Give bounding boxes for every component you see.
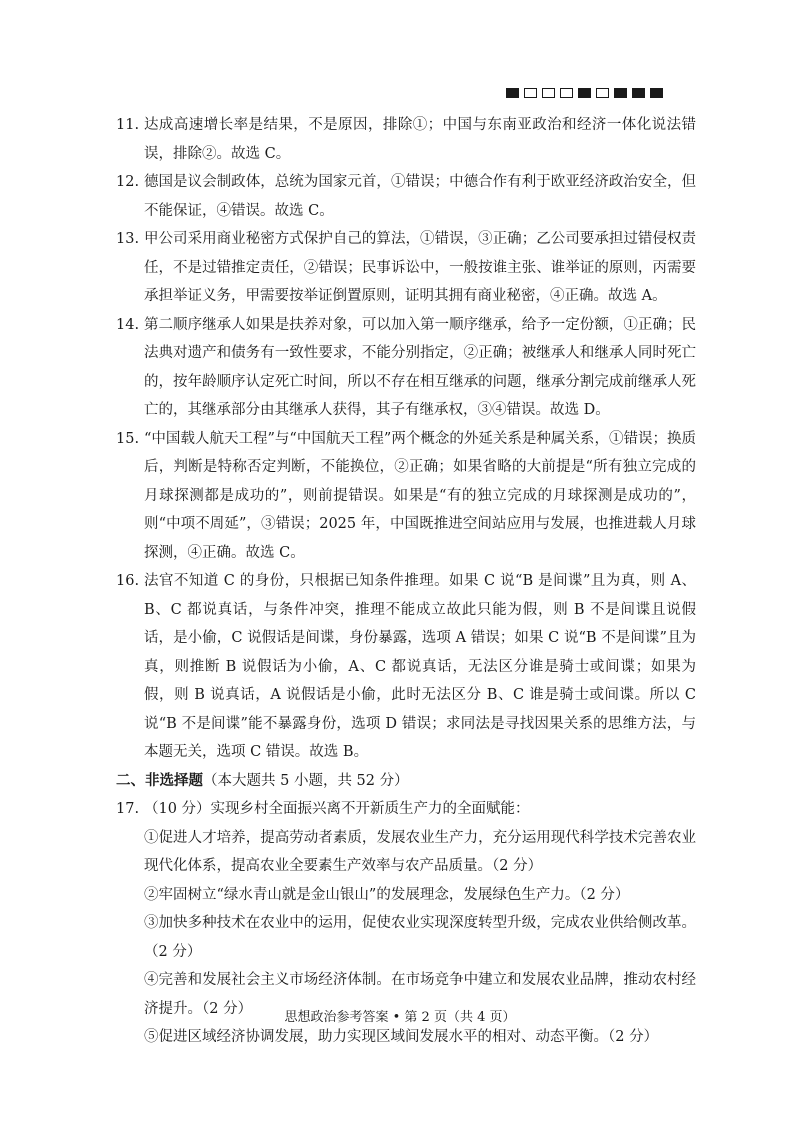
answer-text: 德国是议会制政体，总统为国家元首，①错误；中德合作有利于欧亚经济政治安全，但不能保证，④错误。故选 C。 [144,174,696,219]
header-mark [524,88,537,98]
answer-item [116,111,696,168]
answer-item [116,225,696,311]
q17-intro: （10 分）实现乡村全面振兴离不开新质生产力的全面赋能： [144,801,530,817]
section-title: 二、非选择题 [116,771,203,789]
header-mark [560,88,573,98]
q17-point: ①促进人才培养，提高劳动者素质，发展农业生产力，充分运用现代科学技术完善农业现代化体系，提高农业全要素生产效率与农产品质量。（2 分） [144,829,696,874]
answer-text: 甲公司采用商业秘密方式保护自己的算法，①错误，③正确；乙公司要承担过错侵权责任，不是过错推定责任，②错误；民事诉讼中，一般按谁主张、谁举证的原则，丙需要承担举证义务，甲需要按举证倒置原则，证明其拥有商业秘密，④正确。故选 A。 [144,231,696,304]
answer-text: 第二顺序继承人如果是扶养对象，可以加入第一顺序继承，给予一定份额，①正确；民法典对遗产和债务有一致性要求，不能分别指定，②正确；被继承人和继承人同时死亡的，按年龄顺序认定死亡时间，所以不存在相互继承的问题，继承分割完成前继承人死亡的，其继承部分由其继承人获得，其子有继承权，③④错误。故选 D。 [144,316,696,418]
page-footer: 思想政治参考答案 • 第 2 页（共 4 页） [284,1010,516,1025]
q17-point: ④完善和发展社会主义市场经济体制。在市场竞争中建立和发展农业品牌，推动农村经济提升。（2 分） [144,972,696,1017]
answer-content [116,111,696,1052]
section-note: （本大题共 5 小题，共 52 分） [203,772,409,789]
answer-text: “中国载人航天工程”与“中国航天工程”两个概念的外延关系是种属关系，①错误；换质后，判断是特称否定判断，不能换位，②正确；如果省略的大前提是“所有独立完成的月球探测都是成功的”，则前提错误。如果是“有的独立完成的月球探测是成功的”，则“中项不周延”，③错误；2025 年，中国既推进空间站应用与发展，也推进载人月球探测，④正确。故选 C。 [144,430,696,561]
question-number: 16. [116,573,140,589]
header-mark [596,88,609,98]
header-mark [578,88,591,98]
header-marks [506,88,663,98]
header-mark [650,88,663,98]
header-mark [632,88,645,98]
header-mark [614,88,627,98]
question-number: 12. [116,174,140,190]
q17-point: ③加快多种技术在农业中的运用，促使农业实现深度转型升级，完成农业供给侧改革。（2 分） [144,915,696,960]
answer-text: 达成高速增长率是结果，不是原因，排除①；中国与东南亚政治和经济一体化说法错误，排除②。故选 C。 [144,117,696,162]
question-number: 14. [116,316,140,333]
answer-item [116,425,696,568]
header-mark [542,88,555,98]
section-heading [116,767,696,796]
answer-text: 法官不知道 C 的身份，只根据已知条件推理。如果 C 说“B 是间谍”且为真，则 A、B、C 都说真话，与条件冲突，推理不能成立故此只能为假，则 B 不是间谍且说假话，是小偷，C 说假话是间谍，身份暴露，选项 A 错误；如果 C 说“B 不是间谍”且为真，则推断 B 说假话为小偷，A、C 都说真话，无法区分谁是骑士或间谍；如果为假，则 B 说真话，A 说假话是小偷，此时无法区分 B、C 谁是骑士或间谍。所以 C 说“B 不是间谍”能不暴露身份，选项 D 错误；求同法是寻找因果关系的思维方法，与本题无关，选项 C 错误。故选 B。 [144,573,696,760]
question-number: 13. [116,231,140,247]
q17-point: ⑤促进区域经济协调发展，助力实现区域间发展水平的相对、动态平衡。（2 分） [144,1029,659,1045]
answer-item [116,311,696,425]
q17-point: ②牢固树立“绿水青山就是金山银山”的发展理念，发展绿色生产力。（2 分） [144,886,630,903]
answer-item [116,168,696,225]
question-number: 11. [116,117,140,133]
answer-item [116,567,696,767]
question-number: 17. [116,801,140,817]
header-mark [506,88,519,98]
question-number: 15. [116,430,140,447]
